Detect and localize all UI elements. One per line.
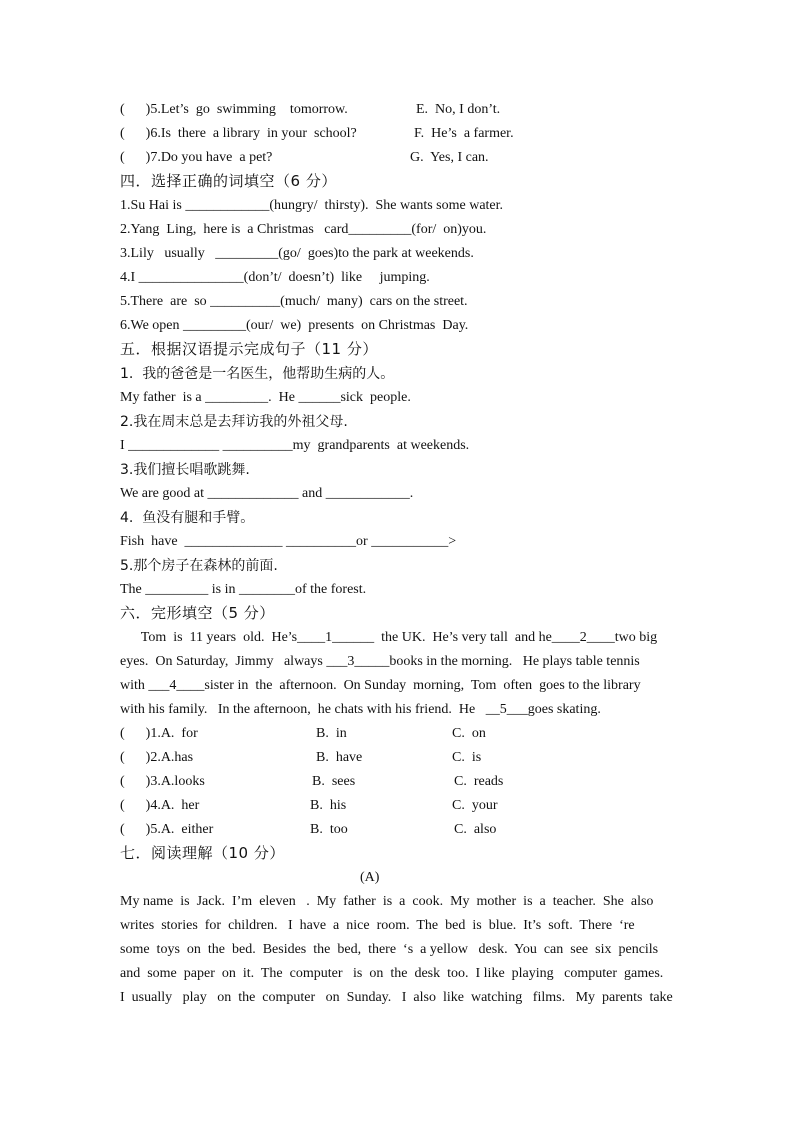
- s4-item-5: 5.There are so __________(much/ many) cars on the street.: [120, 294, 468, 309]
- match-a-e: E. No, I don’t.: [416, 102, 501, 117]
- s7-passage-line-2: writes stories for children. I have a nice room. The bed is blue. It’s soft. There ‘re: [120, 918, 635, 933]
- s6-q5-b: B. too: [310, 822, 348, 837]
- s6-q4: ( )4.A. her: [120, 798, 200, 813]
- s7-passage-line-3: some toys on the bed. Besides the bed, there ‘s a yellow desk. You can see six pencils: [120, 942, 659, 957]
- s6-passage-line-1: Tom is 11 years old. He’s____1______ the UK. He’s very tall and he____2____two big: [120, 630, 658, 645]
- match-a-g: G. Yes, I can.: [410, 150, 489, 165]
- s7-passage-line-1: My name is Jack. I’m eleven . My father is a cook. My mother is a teacher. She also: [120, 894, 654, 909]
- s4-item-6: 6.We open _________(our/ we) presents on Christmas Day.: [120, 318, 469, 333]
- s6-q5-c: C. also: [454, 822, 497, 837]
- match-q6: ( )6.Is there a library in your school?: [120, 126, 357, 141]
- s6-q2: ( )2.A.has: [120, 750, 194, 765]
- s7-passage-line-4: and some paper on it. The computer is on the desk too. I like playing computer games.: [120, 966, 664, 981]
- s6-q4-b: B. his: [310, 798, 347, 813]
- s4-item-1: 1.Su Hai is ____________(hungry/ thirsty). She wants some water.: [120, 198, 504, 213]
- match-q7: ( )7.Do you have a pet?: [120, 150, 273, 165]
- section4-heading: 四．选择正确的词填空（6 分）: [120, 172, 337, 190]
- s5-item-1-cn: 1. 我的爸爸是一名医生，他帮助生病的人。: [120, 366, 395, 382]
- s6-q2-b: B. have: [316, 750, 363, 765]
- s6-passage-line-3: with ___4____sister in the afternoon. On Sunday morning, Tom often goes to the library: [120, 678, 641, 693]
- s5-item-5-cn: 5.那个房子在森林的前面.: [120, 558, 278, 574]
- match-a-f: F. He’s a farmer.: [414, 126, 514, 141]
- s6-q3-b: B. sees: [312, 774, 356, 789]
- s6-q1-b: B. in: [316, 726, 347, 741]
- section5-heading: 五．根据汉语提示完成句子（11 分）: [120, 340, 378, 358]
- s4-item-3: 3.Lily usually _________(go/ goes)to the park at weekends.: [120, 246, 474, 261]
- s5-item-4-cn: 4. 鱼没有腿和手臂。: [120, 510, 255, 526]
- s5-item-1-en: My father is a _________. He ______sick people.: [120, 390, 411, 405]
- section6-heading: 六．完形填空（5 分）: [120, 604, 275, 622]
- s5-item-3-en: We are good at _____________ and ____________.: [120, 486, 414, 501]
- s5-item-2-cn: 2.我在周末总是去拜访我的外祖父母.: [120, 414, 348, 430]
- s6-q1: ( )1.A. for: [120, 726, 198, 741]
- s7-passage-line-5: I usually play on the computer on Sunday. I also like watching films. My parents take: [120, 990, 673, 1005]
- s6-q5: ( )5.A. either: [120, 822, 214, 837]
- s6-passage-line-2: eyes. On Saturday, Jimmy always ___3_____books in the morning. He plays table tennis: [120, 654, 640, 669]
- reading-a-subtitle: (A): [360, 870, 380, 885]
- s4-item-2: 2.Yang Ling, here is a Christmas card_________(for/ on)you.: [120, 222, 487, 237]
- s6-q3-c: C. reads: [454, 774, 504, 789]
- s6-q2-c: C. is: [452, 750, 482, 765]
- s5-item-2-en: I _____________ __________my grandparents at weekends.: [120, 438, 470, 453]
- section7-heading: 七．阅读理解（10 分）: [120, 844, 285, 862]
- match-q5: ( )5.Let’s go swimming tomorrow.: [120, 102, 348, 117]
- s4-item-4: 4.I _______________(don’t/ doesn’t) like jumping.: [120, 270, 430, 285]
- s5-item-4-en: Fish have ______________ __________or ___________>: [120, 534, 457, 549]
- s6-q3: ( )3.A.looks: [120, 774, 205, 789]
- s6-q4-c: C. your: [452, 798, 498, 813]
- s5-item-3-cn: 3.我们擅长唱歌跳舞.: [120, 462, 250, 478]
- s5-item-5-en: The _________ is in ________of the forest.: [120, 582, 367, 597]
- s6-passage-line-4: with his family. In the afternoon, he chats with his friend. He __5___goes skating.: [120, 702, 601, 717]
- s6-q1-c: C. on: [452, 726, 486, 741]
